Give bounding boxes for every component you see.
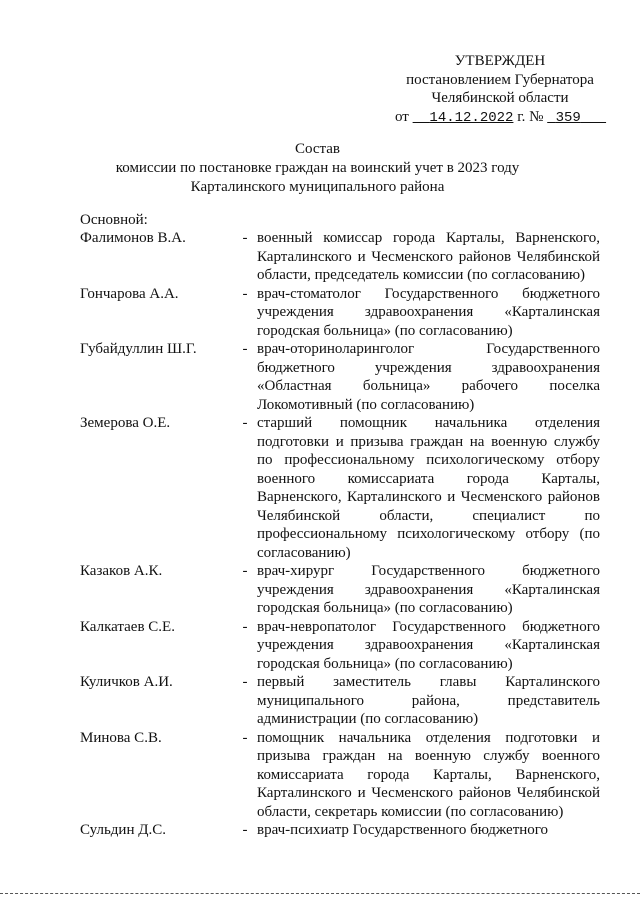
dash-separator: -: [242, 729, 248, 746]
member-role: врач-хирург Государственного бюджетного учреждения здравоохранения «Карталинская городская больница» (по согласованию): [257, 563, 600, 616]
member-name: Куличков А.И.: [80, 674, 173, 690]
approval-heading: УТВЕРЖДЕН: [454, 53, 546, 69]
dash-separator: -: [242, 415, 248, 431]
dash-separator: -: [242, 618, 248, 635]
dash-separator: -: [242, 341, 248, 357]
member-name: Минова С.В.: [80, 729, 162, 746]
approval-stamp: [395, 52, 605, 127]
document-title: [60, 140, 575, 197]
member-row: [80, 821, 600, 840]
member-name: Калкатаев С.Е.: [80, 618, 175, 635]
approval-region: Челябинской области: [431, 90, 569, 106]
member-row: [80, 673, 600, 729]
date-suffix: г. №: [517, 108, 544, 125]
title-line-2: комиссии по постановке граждан на воинский учет в 2023 году: [115, 160, 520, 176]
section-label: Основной:: [80, 212, 148, 228]
approval-date-line: [395, 108, 605, 128]
title-line-3: Карталинского муниципального района: [190, 179, 445, 195]
dash-separator: -: [242, 563, 248, 579]
dash-separator: -: [242, 230, 248, 246]
member-row: [80, 229, 600, 285]
date-prefix: от: [395, 108, 409, 125]
approval-authority: постановлением Губернатора: [406, 71, 594, 88]
member-row: [80, 729, 600, 822]
member-row: [80, 340, 600, 414]
page-edge-divider: [0, 893, 640, 894]
member-role: врач-психиатр Государственного бюджетного: [257, 822, 549, 838]
title-line-1: Состав: [294, 141, 340, 157]
member-name: Гончарова А.А.: [80, 285, 179, 302]
member-role: военный комиссар города Карталы, Варненского, Карталинского и Чесменского районов Челябинской области, председатель комиссии (по согласованию): [257, 230, 600, 283]
dash-separator: -: [242, 285, 248, 302]
member-row: [80, 285, 600, 341]
member-role: первый заместитель главы Карталинского муниципального района, представитель администрации (по согласованию): [257, 674, 600, 727]
member-role: старший помощник начальника отделения подготовки и призыва граждан на военную службу по профессиональному психологическому отбору военного комиссариата города Карталы, Варненского, Карталинского и Чесменского районов Челябинской области, специалист по профессиональному психологическому отбору (по согласованию): [257, 415, 600, 561]
member-name: Земерова О.Е.: [80, 415, 171, 431]
member-name: Казаков А.К.: [80, 563, 163, 579]
member-name: Фалимонов В.А.: [80, 230, 186, 246]
member-name: Сульдин Д.С.: [80, 822, 166, 838]
member-role: помощник начальника отделения подготовки и призыва граждан на военную службу военного комиссариата города Карталы, Варненского, Карталинского и Чесменского районов Челябинской области, секретарь комиссии (по согласованию): [257, 729, 600, 820]
member-name: Губайдуллин Ш.Г.: [80, 341, 197, 357]
approval-date: 14.12.2022: [429, 109, 514, 126]
members-list: [80, 229, 600, 840]
dash-separator: -: [242, 822, 248, 838]
member-row: [80, 562, 600, 618]
member-role: врач-оториноларинголог Государственного бюджетного учреждения здравоохранения «Областная больница» рабочего поселка Локомотивный (по согласованию): [257, 341, 600, 413]
member-row: [80, 618, 600, 674]
member-role: врач-стоматолог Государственного бюджетного учреждения здравоохранения «Карталинская городская больница» (по согласованию): [257, 285, 600, 339]
dash-separator: -: [242, 674, 248, 690]
approval-number: 359: [555, 109, 581, 126]
member-role: врач-невропатолог Государственного бюджетного учреждения здравоохранения «Карталинская городская больница» (по согласованию): [257, 618, 600, 672]
member-row: [80, 414, 600, 562]
